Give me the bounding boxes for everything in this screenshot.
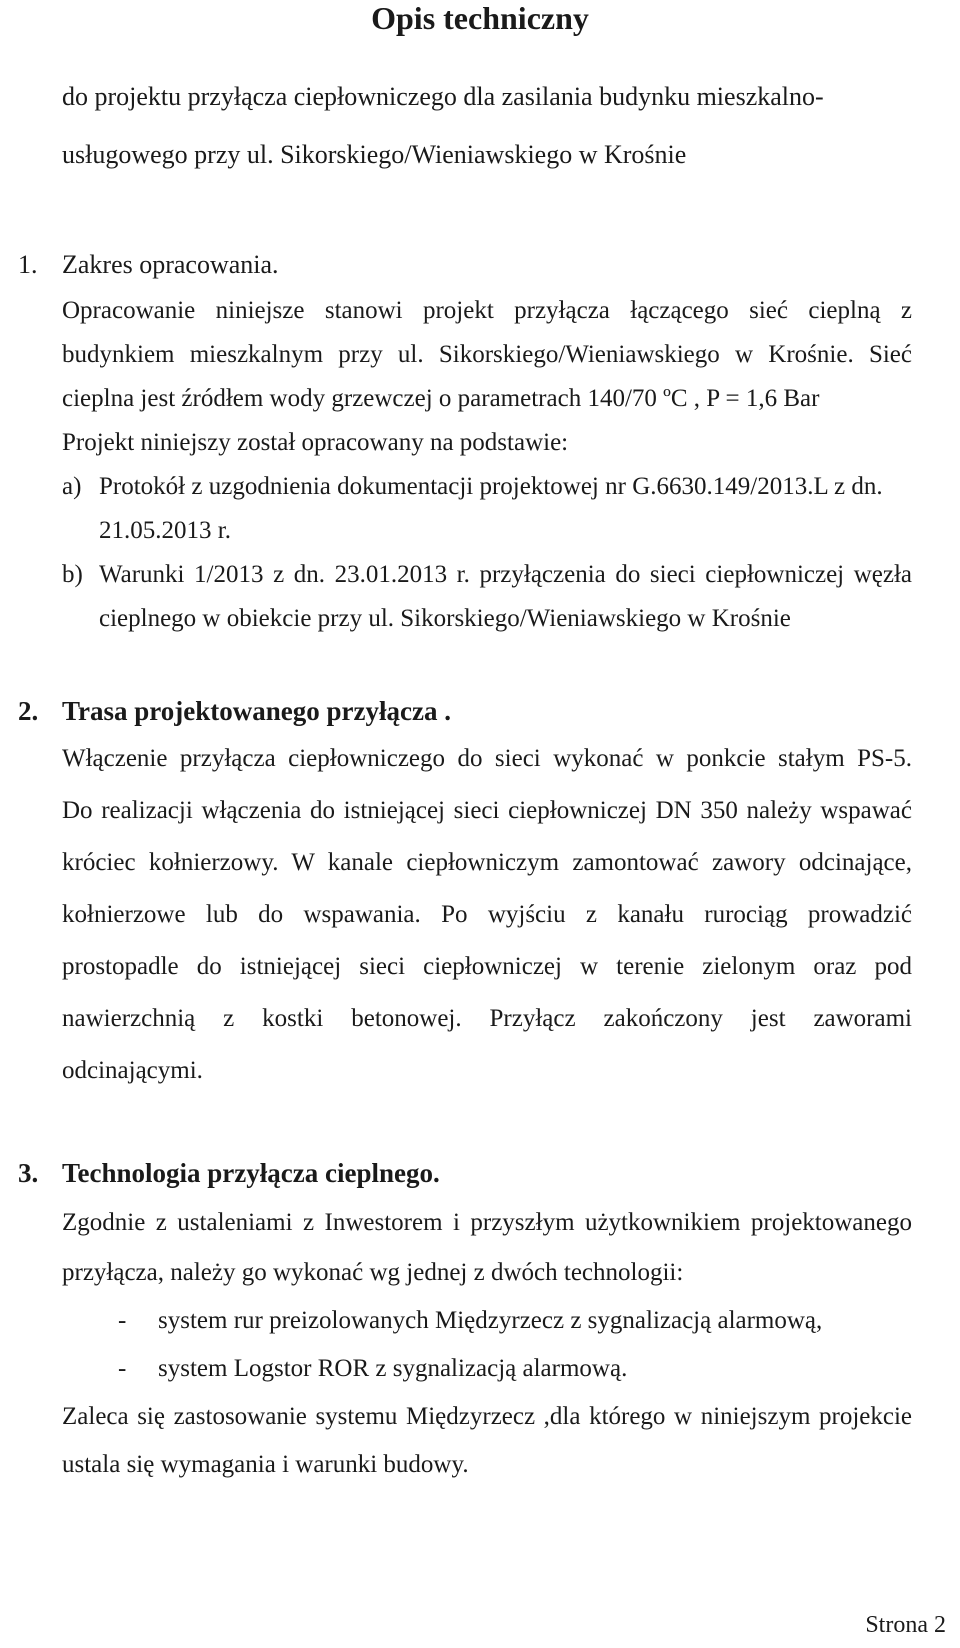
- item-b-line-2: cieplnego w obiekcie przy ul. Sikorskiego/Wieniawskiego w Krośnie: [99, 605, 791, 632]
- item-a-label: a): [62, 473, 82, 500]
- document-title: Opis techniczny: [371, 0, 589, 36]
- section-2-line-5: prostopadle do istniejącej sieci ciepłowniczej w terenie zielonym oraz pod: [62, 953, 912, 980]
- bullet-marker-1: -: [118, 1307, 127, 1334]
- section-1-line-4: Projekt niniejszy został opracowany na podstawie:: [62, 429, 569, 456]
- section-2-line-4: kołnierzowe lub do wspawania. Po wyjściu z kanału rurociąg prowadzić: [62, 901, 912, 928]
- section-3-closing-2: ustala się wymagania i warunki budowy.: [62, 1451, 469, 1478]
- section-1-line-1: Opracowanie niniejsze stanowi projekt przyłącza łączącego sieć cieplną z: [62, 297, 912, 324]
- item-b-line-1: Warunki 1/2013 z dn. 23.01.2013 r. przyłączenia do sieci ciepłowniczej węzła: [99, 561, 912, 588]
- section-3-line-1: Zgodnie z ustaleniami z Inwestorem i przyszłym użytkownikiem projektowanego: [62, 1209, 912, 1236]
- bullet-marker-2: -: [118, 1355, 127, 1382]
- subtitle-line-1: do projektu przyłącza ciepłowniczego dla zasilania budynku mieszkalno-: [62, 82, 824, 111]
- section-1-number: 1.: [18, 250, 38, 279]
- bullet-item-2: system Logstor ROR z sygnalizacją alarmową.: [158, 1355, 628, 1382]
- section-1-heading: Zakres opracowania.: [62, 250, 279, 279]
- section-3-line-2: przyłącza, należy go wykonać wg jednej z dwóch technologii:: [62, 1259, 684, 1286]
- section-2-line-1: Włączenie przyłącza ciepłowniczego do sieci wykonać w ponkcie stałym PS-5.: [62, 745, 912, 772]
- item-a-line-2: 21.05.2013 r.: [99, 517, 231, 544]
- section-2-line-3: króciec kołnierzowy. W kanale ciepłowniczym zamontować zawory odcinające,: [62, 849, 912, 876]
- section-2-line-6: nawierzchnią z kostki betonowej. Przyłącz zakończony jest zaworami: [62, 1005, 912, 1032]
- item-a-line-1: Protokół z uzgodnienia dokumentacji projektowej nr G.6630.149/2013.L z dn.: [99, 473, 883, 500]
- section-3-number: 3.: [18, 1158, 39, 1188]
- section-1-line-2: budynkiem mieszkalnym przy ul. Sikorskiego/Wieniawskiego w Krośnie. Sieć: [62, 341, 912, 368]
- section-3-heading: Technologia przyłącza cieplnego.: [62, 1158, 440, 1188]
- bullet-item-1: system rur preizolowanych Międzyrzecz z sygnalizacją alarmową,: [158, 1307, 823, 1334]
- section-2-heading: Trasa projektowanego przyłącza .: [62, 696, 451, 726]
- item-b-label: b): [62, 561, 83, 588]
- section-2-line-7: odcinającymi.: [62, 1057, 203, 1084]
- page-number: Strona 2: [865, 1612, 946, 1638]
- section-2-line-2: Do realizacji włączenia do istniejącej sieci ciepłowniczej DN 350 należy wspawać: [62, 797, 912, 824]
- section-1-line-3: cieplna jest źródłem wody grzewczej o parametrach 140/70 ºC , P = 1,6 Bar: [62, 385, 820, 412]
- subtitle-line-2: usługowego przy ul. Sikorskiego/Wieniawskiego w Krośnie: [62, 140, 687, 169]
- section-3-closing-1: Zaleca się zastosowanie systemu Międzyrzecz ,dla którego w niniejszym projekcie: [62, 1403, 912, 1430]
- section-2-number: 2.: [18, 696, 39, 726]
